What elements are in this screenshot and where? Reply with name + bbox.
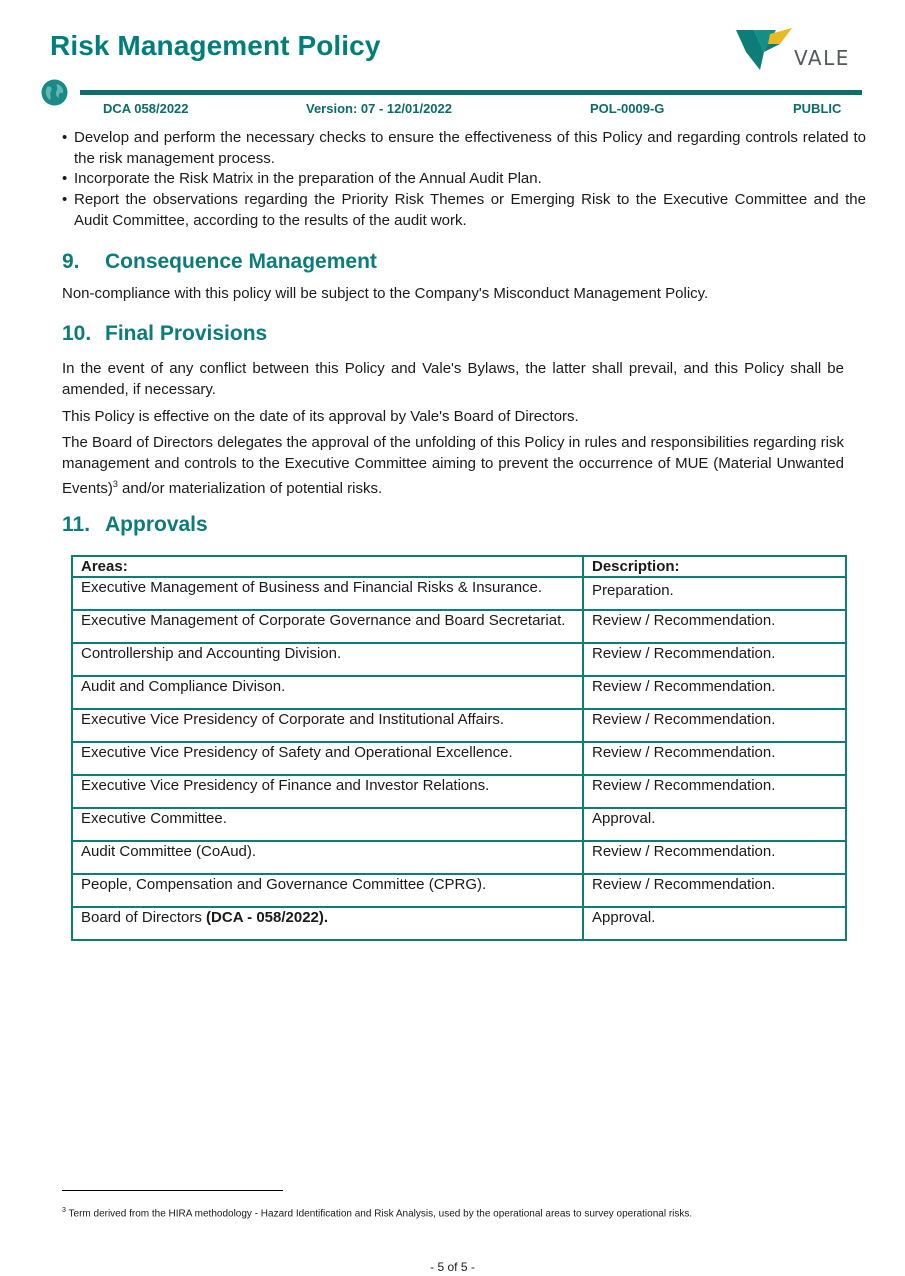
area-text: Board of Directors: [81, 909, 207, 926]
doc-code: DCA 058/2022: [103, 101, 189, 116]
section-title: Approvals: [105, 513, 208, 536]
section-title: Consequence Management: [105, 250, 377, 273]
footnote-marker: 3: [62, 1207, 66, 1214]
table-row: [72, 775, 846, 808]
area-cell: [72, 907, 583, 940]
table-row: [72, 676, 846, 709]
section-number: 11.: [62, 513, 91, 536]
paragraph: In the event of any conflict between this Policy and Vale's Bylaws, the latter shall prevail, and this Policy shall be amended, if necessary.: [62, 360, 844, 398]
column-header: Description:: [583, 556, 846, 577]
table-row: [72, 874, 846, 907]
paragraph-text: The Board of Directors delegates the approval of the unfolding of this Policy in rules and responsibilities regarding risk management and controls to the Executive Committee aiming to prevent the occurrence of MUE (Material Unwanted Events): [62, 434, 844, 497]
paragraph: Non-compliance with this policy will be subject to the Company's Misconduct Management Policy.: [62, 285, 709, 302]
description-cell: Review / Recommendation.: [583, 676, 846, 709]
bullet-list: [62, 128, 866, 232]
area-cell: Executive Committee.: [72, 808, 583, 841]
footnote-text: Term derived from the HIRA methodology - Hazard Identification and Risk Analysis, used by the operational areas to survey operational risks.: [65, 1208, 693, 1220]
description-cell: Review / Recommendation.: [583, 709, 846, 742]
description-cell: Review / Recommendation.: [583, 643, 846, 676]
list-item: • Incorporate the Risk Matrix in the preparation of the Annual Audit Plan.: [62, 169, 866, 190]
area-cell: Executive Vice Presidency of Corporate and Institutional Affairs.: [72, 709, 583, 742]
approvals-table: [71, 555, 847, 941]
version: Version: 07 - 12/01/2022: [306, 101, 452, 116]
page-title: Risk Management Policy: [50, 30, 381, 61]
policy-code: POL-0009-G: [590, 101, 665, 116]
header-rule: [80, 90, 862, 95]
area-cell: Executive Management of Business and Financial Risks & Insurance.: [72, 577, 583, 610]
table-header-row: [72, 556, 846, 577]
area-cell: People, Compensation and Governance Committee (CPRG).: [72, 874, 583, 907]
section-heading-11: [62, 513, 208, 537]
section-heading-9: [62, 250, 377, 274]
page-number: - 5 of 5 -: [430, 1260, 475, 1274]
paragraph: [62, 432, 844, 499]
description-cell: Review / Recommendation.: [583, 742, 846, 775]
section-title: Final Provisions: [105, 322, 268, 345]
description-cell: Review / Recommendation.: [583, 841, 846, 874]
section-number: 9.: [62, 250, 80, 273]
table-row: [72, 577, 846, 610]
logo-text: VALE: [794, 46, 850, 70]
list-item: • Report the observations regarding the Priority Risk Themes or Emerging Risk to the Executive Committee and the Audit Committee, according to the results of the audit work.: [62, 190, 866, 231]
description-cell: Preparation.: [583, 577, 846, 610]
globe-icon: [41, 79, 68, 106]
footnote-divider: [62, 1190, 283, 1191]
section-number: 10.: [62, 322, 92, 345]
paragraph-text: and/or materialization of potential risks.: [117, 480, 383, 497]
table-row: [72, 742, 846, 775]
area-cell: Audit and Compliance Divison.: [72, 676, 583, 709]
description-cell: Approval.: [583, 907, 846, 940]
area-cell: Executive Vice Presidency of Safety and Operational Excellence.: [72, 742, 583, 775]
area-cell: Executive Management of Corporate Governance and Board Secretariat.: [72, 610, 583, 643]
description-cell: Approval.: [583, 808, 846, 841]
description-cell: Review / Recommendation.: [583, 775, 846, 808]
classification: PUBLIC: [793, 101, 842, 116]
paragraph: This Policy is effective on the date of its approval by Vale's Board of Directors.: [62, 408, 579, 425]
table-row: [72, 841, 846, 874]
footnote-ref: 3: [112, 479, 118, 489]
table-row: [72, 907, 846, 940]
section-heading-10: [62, 322, 267, 346]
column-header: Areas:: [72, 556, 583, 577]
area-reference: (DCA - 058/2022).: [206, 909, 329, 926]
area-cell: Controllership and Accounting Division.: [72, 643, 583, 676]
table-row: [72, 709, 846, 742]
table-row: [72, 808, 846, 841]
area-cell: Executive Vice Presidency of Finance and Investor Relations.: [72, 775, 583, 808]
area-cell: Audit Committee (CoAud).: [72, 841, 583, 874]
description-cell: Review / Recommendation.: [583, 874, 846, 907]
table-row: [72, 610, 846, 643]
description-cell: Review / Recommendation.: [583, 610, 846, 643]
table-row: [72, 643, 846, 676]
footnote: [62, 1207, 692, 1219]
list-item: • Develop and perform the necessary checks to ensure the effectiveness of this Policy and regarding controls related to the risk management process.: [62, 128, 866, 169]
